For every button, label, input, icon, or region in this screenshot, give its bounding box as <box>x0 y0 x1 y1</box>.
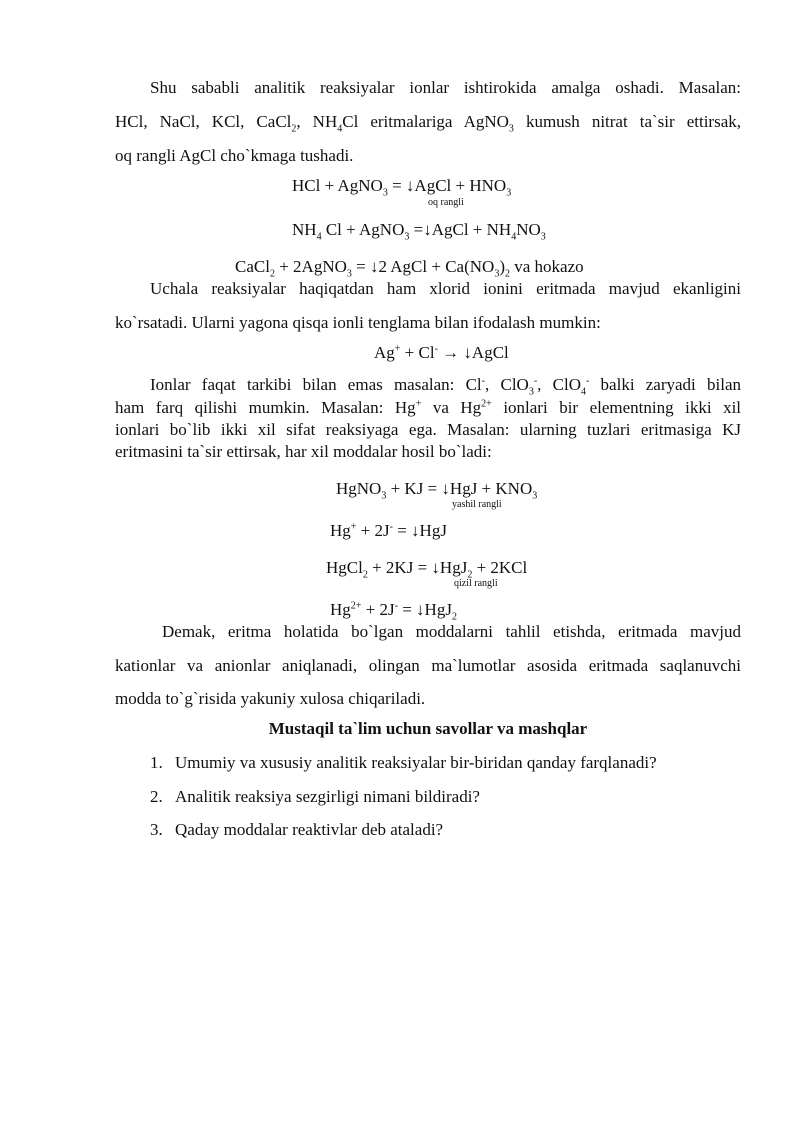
intro-line-3: oq rangli AgCl cho`kmaga tushadi. <box>115 146 354 165</box>
question-text: Umumiy va xususiy analitik reaksiyalar bir-biridan qanday farqlanadi? <box>175 753 657 772</box>
equation-1 <box>292 176 512 199</box>
text-run: ham farq qilishi mumkin. Masalan: Hg <box>115 398 416 417</box>
text-run: Hg <box>330 600 351 619</box>
text-run: NH <box>292 220 317 239</box>
equation-7 <box>326 558 528 581</box>
equation-4 <box>374 343 509 363</box>
superscript: 2+ <box>350 600 362 612</box>
text-run: HgCl <box>326 558 363 577</box>
equation-8 <box>330 600 457 623</box>
superscript: + <box>350 521 357 533</box>
subscript: 3 <box>494 268 500 280</box>
equation-3 <box>235 257 584 280</box>
superscript: - <box>533 375 538 387</box>
subscript: 2 <box>504 268 510 280</box>
superscript: + <box>394 343 401 355</box>
subscript: 3 <box>404 231 410 243</box>
subscript: 2 <box>451 611 457 623</box>
para3-line-3: ionlari bo`lib ikki xil sifat reaksiyaga ega. Masalan: ularning tuzlari eritmasiga KJ <box>115 420 741 439</box>
text-run: = ↓HgJ <box>397 600 452 619</box>
text-run: , ClO <box>537 375 581 394</box>
subscript: 3 <box>528 386 534 398</box>
text-run: balki zaryadi bilan <box>589 375 741 394</box>
text-run: + 2KJ = ↓HgJ <box>367 558 468 577</box>
equation-6 <box>330 521 447 541</box>
para2-line-2: ko`rsatadi. Ularni yagona qisqa ionli tenglama bilan ifodalash mumkin: <box>115 313 601 332</box>
subscript: 4 <box>511 231 517 243</box>
text-run: → ↓AgCl <box>437 343 509 362</box>
text-run: Cl eritmalariga AgNO <box>342 112 509 131</box>
superscript: + <box>415 398 422 410</box>
text-run: ) <box>499 257 505 276</box>
text-run: = ↓HgJ <box>392 521 447 540</box>
text-run: + Cl <box>400 343 435 362</box>
text-run: Cl + AgNO <box>321 220 405 239</box>
question-number: 1. <box>150 753 163 772</box>
subscript: 2 <box>291 123 297 135</box>
text-run: , ClO <box>485 375 529 394</box>
subscript: 3 <box>508 123 514 135</box>
text-run: CaCl <box>235 257 270 276</box>
superscript: - <box>585 375 590 387</box>
subscript: 2 <box>467 569 473 581</box>
subscript: 4 <box>316 231 322 243</box>
equation-1-note: oq rangli <box>428 197 464 208</box>
subscript: 4 <box>580 386 586 398</box>
text-run: + KJ = ↓HgJ + KNO <box>386 479 533 498</box>
para3-line-4: eritmasini ta`sir ettirsak, har xil moddalar hosil bo`ladi: <box>115 442 492 461</box>
equation-5 <box>336 479 538 502</box>
equation-5-note: yashil rangli <box>452 499 502 510</box>
question-text: Analitik reaksiya sezgirligi nimani bildiradi? <box>175 787 480 806</box>
text-run: Ionlar faqat tarkibi bilan emas masalan: Cl <box>150 375 482 394</box>
equation-7-note: qizil rangli <box>454 578 498 589</box>
superscript: - <box>481 375 486 387</box>
para2-line-1: Uchala reaksiyalar haqiqatdan ham xlorid ionini eritmada mavjud ekanligini <box>150 279 741 298</box>
text-run: kumush nitrat ta`sir ettirsak, <box>513 112 742 131</box>
subscript: 2 <box>362 569 368 581</box>
text-run: + 2J <box>356 521 390 540</box>
intro-line-2 <box>115 112 742 135</box>
para3-line-1 <box>150 375 741 398</box>
text-run: + 2J <box>361 600 395 619</box>
text-run: ionlari bir elementning ikki xil <box>491 398 742 417</box>
question-number: 2. <box>150 787 163 806</box>
superscript: 2+ <box>481 398 492 410</box>
para3-line-2 <box>115 398 741 418</box>
subscript: 2 <box>269 268 275 280</box>
text-run: Hg <box>330 521 351 540</box>
text-run: HCl + AgNO <box>292 176 383 195</box>
text-run: + 2AgNO <box>274 257 347 276</box>
text-run: = ↓AgCl + HNO <box>387 176 507 195</box>
subscript: 3 <box>346 268 352 280</box>
subscript: 3 <box>540 231 546 243</box>
question-text: Qaday moddalar reaktivlar deb ataladi? <box>175 820 444 839</box>
text-run: , NH <box>296 112 338 131</box>
para4-line-1: Demak, eritma holatida bo`lgan moddalarni tahlil etishda, eritmada mavjud <box>162 622 741 641</box>
section-heading: Mustaqil ta`lim uchun savollar va mashqlar <box>268 719 588 738</box>
question-number: 3. <box>150 820 163 839</box>
subscript: 3 <box>532 490 538 502</box>
subscript: 3 <box>382 187 388 199</box>
subscript: 3 <box>381 490 387 502</box>
text-run: = ↓2 AgCl + Ca(NO <box>351 257 495 276</box>
para4-line-3: modda to`g`risida yakuniy xulosa chiqariladi. <box>115 689 426 708</box>
subscript: 3 <box>506 187 512 199</box>
text-run: va Hg <box>421 398 482 417</box>
text-run: NO <box>516 220 541 239</box>
text-run: va hokazo <box>509 257 584 276</box>
subscript: 4 <box>337 123 343 135</box>
superscript: - <box>394 600 398 612</box>
text-run: HCl, NaCl, KCl, CaCl <box>115 112 292 131</box>
text-run: + 2KCl <box>472 558 528 577</box>
superscript: - <box>389 521 393 533</box>
text-run: =↓AgCl + NH <box>409 220 512 239</box>
para4-line-2: kationlar va anionlar aniqlanadi, olingan ma`lumotlar asosida eritmada saqlanuvchi <box>115 656 741 675</box>
equation-2 <box>292 220 546 243</box>
text-run: HgNO <box>336 479 382 498</box>
text-run: Ag <box>374 343 395 362</box>
intro-line-1: Shu sababli analitik reaksiyalar ionlar ishtirokida amalga oshadi. Masalan: <box>150 78 741 97</box>
superscript: - <box>434 343 438 355</box>
